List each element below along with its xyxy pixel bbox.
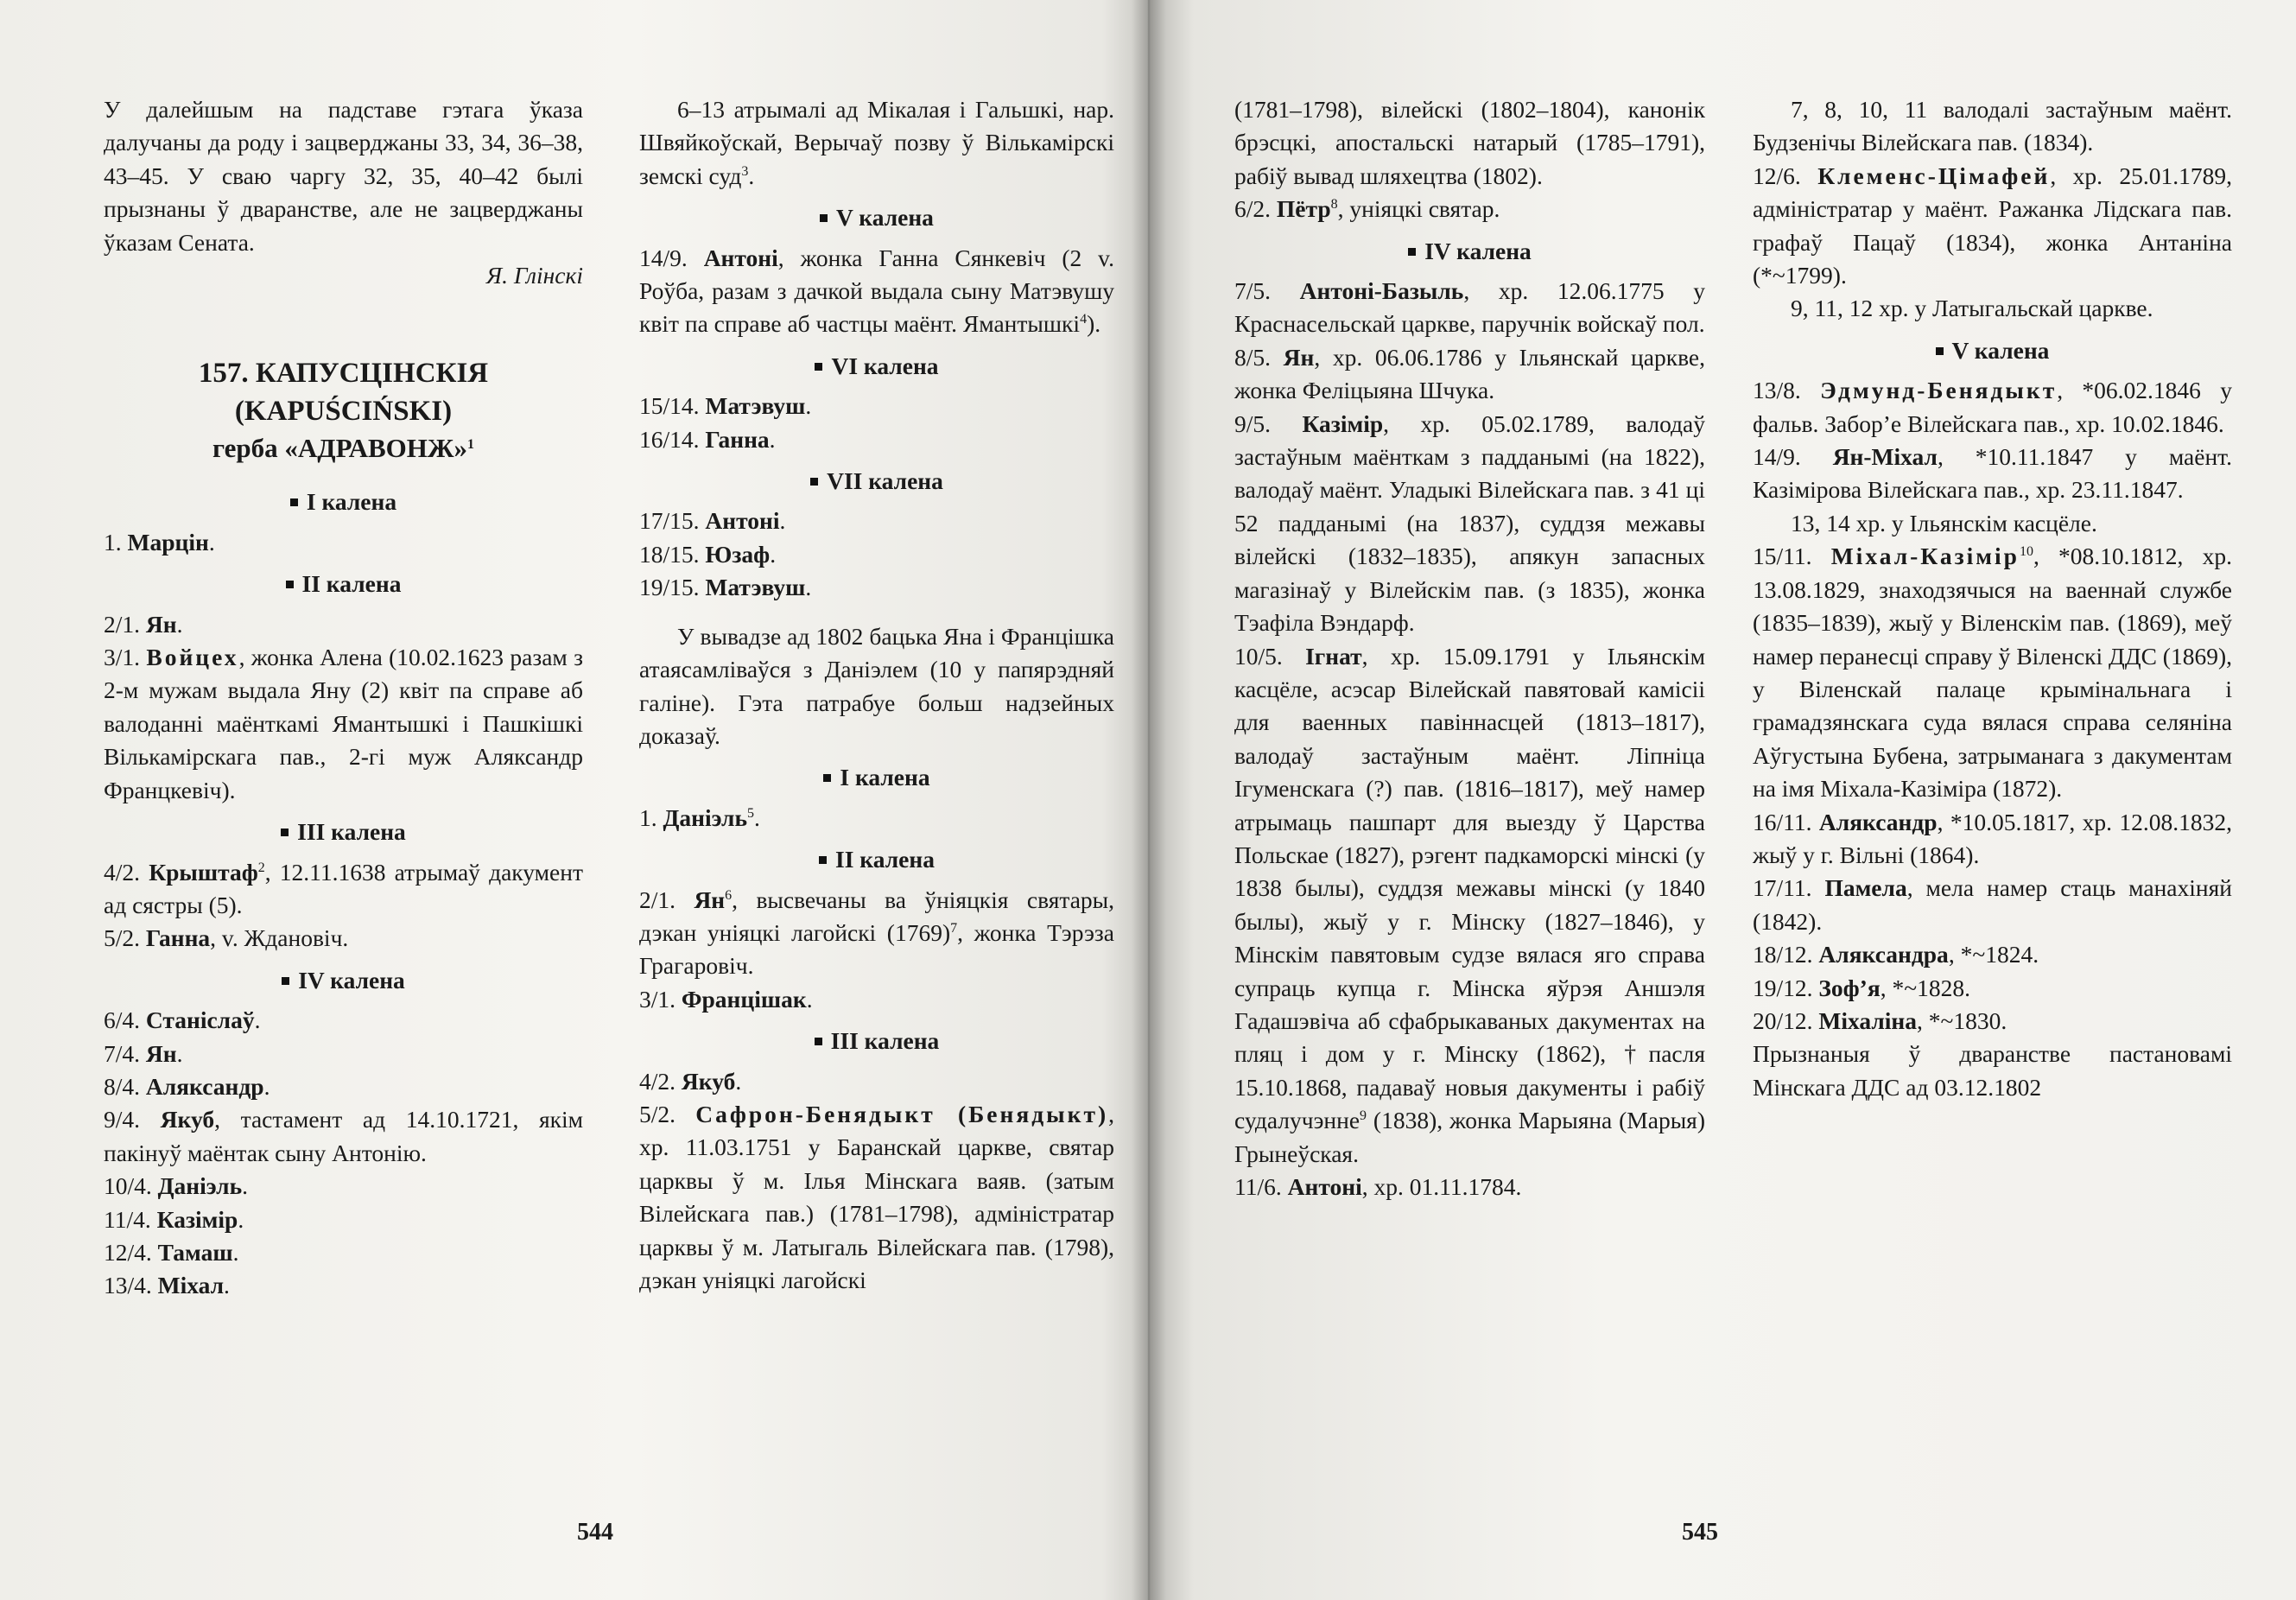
generation-heading xyxy=(639,843,1114,876)
text-paragraph: 7/5. Антоні-Базыль, хр. 12.06.1775 у Краснасельскай царкве, паручнік войскаў пол. xyxy=(1234,277,1705,338)
text-paragraph: 9/5. Казімір, хр. 05.02.1789, валодаў застаўным маёнткам з падданымі (на 1822), валодаў маёнт. Уладыкі Вілейскага пав. з 41 ці 52 падданымі (на 1837), суддзя межавы вілейскі (1832–1835), апякун запасных магазінаў у Вілейскім пав. (з 1835), жонка Тэафіла Вэндарф. xyxy=(1234,410,1706,637)
bullet-square-icon xyxy=(286,581,294,588)
bullet-square-icon xyxy=(819,856,827,864)
text-paragraph: 6/4. Станіслаў. xyxy=(104,1006,261,1034)
bullet-square-icon xyxy=(281,829,289,836)
generation-heading-text: II калена xyxy=(301,570,402,598)
text-paragraph: 18/12. Аляксандра, *~1824. xyxy=(1753,941,2039,968)
text-paragraph: 4/2. Крыштаф$^2$, 12.11.1638 атрымаў дакумент ад сястры (5). xyxy=(104,858,583,918)
text-paragraph: 16/11. Аляксандр, *10.05.1817, хр. 12.08.1832, жыў у г. Вільні (1864). xyxy=(1753,808,2232,868)
right-column-1 xyxy=(1234,93,1705,1203)
generation-heading-text: I калена xyxy=(306,488,397,516)
text-paragraph: 17/15. Антоні. xyxy=(639,507,786,535)
generation-heading-text: IV калена xyxy=(298,966,405,994)
generation-heading-text: V калена xyxy=(836,204,934,232)
text-paragraph: 20/12. Міхаліна, *~1830. xyxy=(1753,1006,2007,1034)
bullet-square-icon xyxy=(290,498,298,506)
generation-heading-text: I калена xyxy=(840,764,930,791)
text-paragraph: 2/1. Ян. xyxy=(104,610,183,638)
generation-heading-text: II калена xyxy=(835,846,935,873)
indented-paragraph: У вывадзе ад 1802 бацька Яна і Францішка атаясамліваўся з Даніэлем (10 у папярэдняй галіне). Гэта патрабуе больш надзейных доказаў. xyxy=(639,622,1114,749)
generation-heading xyxy=(104,964,583,997)
generation-heading xyxy=(639,1025,1114,1057)
generation-heading xyxy=(1753,334,2232,367)
text-paragraph: 16/14. Ганна. xyxy=(639,425,776,453)
text-paragraph: 19/15. Матэвуш. xyxy=(639,574,812,601)
indented-paragraph: 6–13 атрымалі ад Мікалая і Гальшкі, нар. Швяйкоўскай, Верычаў позву ў Вількамірскі земскі суд$^3$. xyxy=(639,96,1114,189)
text-paragraph: 19/12. Зоф’я, *~1828. xyxy=(1753,974,1970,1001)
text-paragraph: 14/9. Ян-Міхал, *10.11.1847 у маёнт. Казімірова Вілейскага пав., хр. 23.11.1847. xyxy=(1753,443,2232,504)
text-paragraph: 5/2. Ганна, v. Ждановіч. xyxy=(104,924,349,952)
coat-of-arms-subtitle: герба «АДРАВОНЖ»$^1$ xyxy=(212,433,475,464)
generation-heading xyxy=(104,816,583,848)
text-paragraph: 17/11. Памела, мела намер стаць манахіняй (1842). xyxy=(1753,874,2232,935)
text-paragraph: У далейшым на падставе гэтага ўказа далучаны да роду і зацверджаны 33, 34, 36–38, 43–45. У сваю чаргу 32, 35, 40–42 былі прызнаны ў дваранстве, але не зацверджаны ўказам Сената. xyxy=(104,96,583,256)
text-paragraph: 2/1. $Ян^6$, высвечаны ва ўніяцкія святары, дэкан уніяцкі лагойскі $(1769)^7$, жонка Тэрэза Грагаровіч. xyxy=(639,886,1114,980)
text-paragraph: 12/4. Тамаш. xyxy=(104,1238,239,1266)
generation-heading xyxy=(639,201,1114,234)
text-paragraph: 9/4. Якуб, тастамент ад 14.10.1721, якім пакінуў маёнтак сыну Антонію. xyxy=(104,1106,583,1166)
text-paragraph: 1. Марцін. xyxy=(104,528,215,556)
indented-paragraph: 9, 11, 12 хр. у Латыгальскай царкве. xyxy=(1791,295,2153,322)
text-paragraph: 6/2. Пётр$^8$, уніяцкі святар. xyxy=(1234,195,1500,223)
bullet-square-icon xyxy=(1408,248,1416,256)
text-paragraph: 13/4. Міхал. xyxy=(104,1272,230,1299)
text-paragraph: 1. Даніэль$^5$. xyxy=(639,803,760,831)
text-paragraph: 7/4. Ян. xyxy=(104,1039,183,1067)
bullet-square-icon xyxy=(810,478,818,486)
bullet-square-icon xyxy=(820,214,828,222)
text-paragraph: 5/2. Сафрон-Бенядыкт (Бенядыкт), хр. 11.03.1751 у Баранскай царкве, святар царквы ў м. Ілья Мінскага ваяв. (затым Вілейскага пав.) (1781–1798), адміністратар царквы ў м. Латыгаль Вілейскага пав. (1798), дэкан уніяцкі лагойскі xyxy=(639,1100,1114,1293)
generation-heading xyxy=(1234,235,1705,268)
text-paragraph: 4/2. Якуб. xyxy=(639,1067,742,1095)
generation-heading-text: VII калена xyxy=(827,467,943,495)
text-paragraph: 15/11. Міхал-Казімір$^{10}$, *08.10.1812, хр. 13.08.1829, знаходзячыся на ваеннай службе (1835–1839), жыў у Віленскім пав. (1869), меў намер перанесці справу ў Віленскі ДДС (1869), у Віленскай палаце крымінальнага і грамадзянскага суда вялася справа селяніна Аўгустына Бубена, затрыманага з дакументам на імя Міхала-Казіміра (1872). xyxy=(1753,543,2233,803)
text-paragraph: 15/14. Матэвуш. xyxy=(639,392,812,420)
left-column-2 xyxy=(639,93,1114,1297)
text-paragraph: 8/5. Ян, хр. 06.06.1786 у Ільянскай царкве, жонка Феліцыяна Шчука. xyxy=(1234,343,1705,404)
paragraph-gap xyxy=(639,605,1114,620)
generation-heading xyxy=(104,568,583,600)
bullet-square-icon xyxy=(282,977,289,985)
generation-heading-text: IV калена xyxy=(1424,237,1532,264)
bullet-square-icon xyxy=(823,774,831,782)
generation-heading-text: III калена xyxy=(297,818,406,846)
right-column-2 xyxy=(1753,93,2232,1104)
text-paragraph: 8/4. Аляксандр. xyxy=(104,1072,270,1100)
book-gutter xyxy=(1132,0,1166,1600)
text-paragraph: 10/4. Даніэль. xyxy=(104,1172,249,1200)
right-page xyxy=(1148,0,2296,1600)
left-column-1 xyxy=(104,93,583,1303)
text-paragraph: (1781–1798), вілейскі (1802–1804), канонік брэсцкі, апостальскі натарый (1785–1791), рабіў вывад шляхецтва (1802). xyxy=(1234,96,1705,189)
text-paragraph: 12/6. Клеменс-Цімафей, хр. 25.01.1789, адміністратар у маёнт. Ражанка Лідскага пав. графаў Пацаў (1834), жонка Антаніна (*~1799). xyxy=(1753,162,2233,289)
text-paragraph: 3/1. Францішак. xyxy=(639,985,813,1013)
text-paragraph: 13/8. Эдмунд-Бенядыкт, *06.02.1846 у фальв. Забор’е Вілейскага пав., хр. 10.02.1846. xyxy=(1753,377,2232,437)
text-paragraph: 11/6. Антоні, хр. 01.11.1784. xyxy=(1234,1173,1522,1200)
generation-heading-text: III калена xyxy=(830,1027,940,1055)
bullet-square-icon xyxy=(1936,347,1944,355)
text-paragraph: 14/9. Антоні, жонка Ганна Сянкевіч (2 v. Роўба, разам з дачкой выдала сыну Матэвушу квіт па справе аб частцы маёнт. Ямантышкі$^4$). xyxy=(639,244,1114,338)
author-signature: Я. Глінскі xyxy=(486,262,583,289)
page-number-right: 545 xyxy=(1682,1519,1718,1546)
indented-paragraph: 13, 14 хр. у Ільянскім касцёле. xyxy=(1791,509,2097,537)
section-title: 157. КАПУСЦІНСКІЯ (KAPUŚCIŃSKI) xyxy=(198,358,489,428)
generation-heading xyxy=(104,486,583,518)
generation-heading-text: V калена xyxy=(1951,336,2050,364)
text-paragraph: 10/5. Ігнат, хр. 15.09.1791 у Ільянскім касцёле, асэсар Вілейскай павятовай камісіі для ваенных павіннасцей (1813–1817), валодаў застаўным маёнт. Ліпніца Ігуменскага (?) пав. (1816–1817), меў намер атрымаць пашпарт для выезду ў Царства Польскае (1827), рэгент падкаморскі мінскі (у 1838 былы), суддзя межавы мінскі (у 1840 былы), жыў у г. Мінску (1827–1846), у Мінскім павятовым судзе вялася яго справа супраць купца г. Мінска яўрэя Аншэля Гадашэвіча аб сфабрыкаваных дакументах на пляц і дом у г. Мінску (1862), †пасля 15.10.1868, падаваў новыя дакументы і рабіў судалучэнне$^9$ (1838), жонка Марыяна (Марыя) Грынеўская. xyxy=(1234,642,1705,1167)
generation-heading-text: VI калена xyxy=(831,352,939,379)
text-paragraph: 11/4. Казімір. xyxy=(104,1205,244,1233)
bullet-square-icon xyxy=(815,1038,822,1045)
text-paragraph: 3/1. Войцех, жонка Алена (10.02.1623 разам з 2-м мужам выдала Яну (2) квіт па справе аб валоданні маёнткамі Ямантышкі і Пашкішкі Вількамірскага пав., 2-гі муж Аляксандр Францкевіч). xyxy=(104,644,584,803)
indented-paragraph: 7, 8, 10, 11 валодалі застаўным маёнт. Будзенічы Вілейскага пав. (1834). xyxy=(1753,96,2232,156)
text-paragraph: 18/15. Юзаф. xyxy=(639,540,777,568)
generation-heading xyxy=(639,761,1114,794)
text-paragraph: Прызнаныя ў дваранстве пастановамі Мінскага ДДС ад 03.12.1802 xyxy=(1753,1040,2232,1101)
generation-heading xyxy=(639,350,1114,383)
bullet-square-icon xyxy=(815,363,822,371)
page-number-left: 544 xyxy=(577,1519,613,1546)
generation-heading xyxy=(639,465,1114,498)
